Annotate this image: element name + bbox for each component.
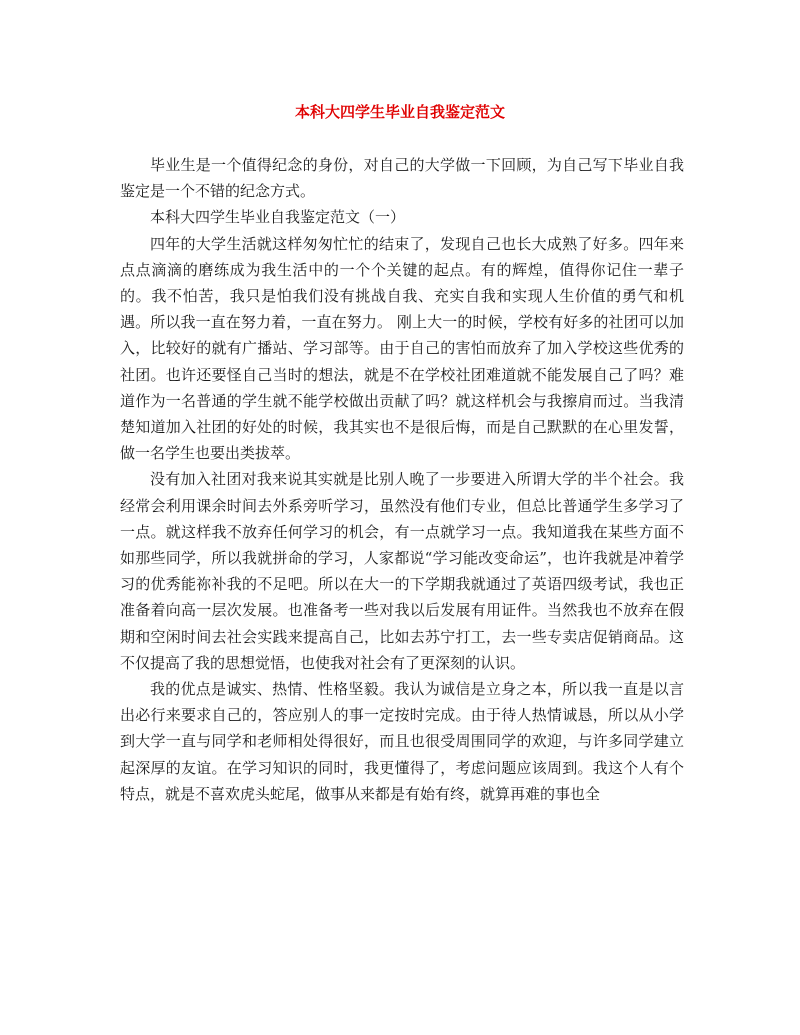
section-heading: 本科大四学生毕业自我鉴定范文（一） [150, 208, 406, 227]
body-paragraph: 我的优点是诚实、热情、性格坚毅。我认为诚信是立身之本，所以我一直是以言出必行来要求自己的，答应别人的事一定按时完成。由于待人热情诚恳，所以从小学到大学一直与同学和老师相处得很好，而且也很受周围同学的欢迎，与许多同学建立起深厚的友谊。在学习知识的同时，我更懂得了，考虑问题应该周到。我这个人有个特点，就是不喜欢虎头蛇尾，做事从来都是有始有终，就算再难的事也全 [120, 680, 684, 803]
document-title: 本科大四学生毕业自我鉴定范文 [294, 103, 505, 121]
intro-paragraph: 毕业生是一个值得纪念的身份，对自己的大学做一下回顾，为自己写下毕业自我鉴定是一个不错的纪念方式。 [120, 156, 684, 201]
body-paragraph: 四年的大学生活就这样匆匆忙忙的结束了，发现自己也长大成熟了好多。四年来点点滴滴的磨练成为我生活中的一个个关键的起点。有的辉煌，值得你记住一辈子的。我不怕苦，我只是怕我们没有挑战自我、充实自我和实现人生价值的勇气和机遇。所以我一直在努力着，一直在努力。 刚上大一的时候，学校有好多的社团可以加入，比较好的就有广播站、学习部等。由于自己的害怕而放弃了加入学校这些优秀的社团。也许还要怪自己当时的想法，就是不在学校社团难道就不能发展自己了吗？难道作为一名普通的学生就不能学校做出贡献了吗？就这样机会与我擦肩而过。当我清楚知道加入社团的好处的时候，我其实也不是很后悔，而是自己默默的在心里发誓，做一名学生也要出类拔萃。 [120, 234, 684, 463]
document-body [120, 152, 684, 807]
body-paragraph: 没有加入社团对我来说其实就是比别人晚了一步要进入所谓大学的半个社会。我经常会利用课余时间去外系旁听学习，虽然没有他们专业，但总比普通学生多学习了一点。就这样我不放弃任何学习的机会，有一点就学习一点。我知道我在某些方面不如那些同学，所以我就拼命的学习，人家都说“学习能改变命运”，也许我就是冲着学习的优秀能祢补我的不足吧。所以在大一的下学期我就通过了英语四级考试，我也正准备着向高一层次发展。也准备考一些对我以后发展有用证件。当然我也不放弃在假期和空闲时间去社会实践来提高自己，比如去苏宁打工，去一些专卖店促销商品。这不仅提高了我的思想觉悟，也使我对社会有了更深刻的认识。 [120, 470, 684, 672]
